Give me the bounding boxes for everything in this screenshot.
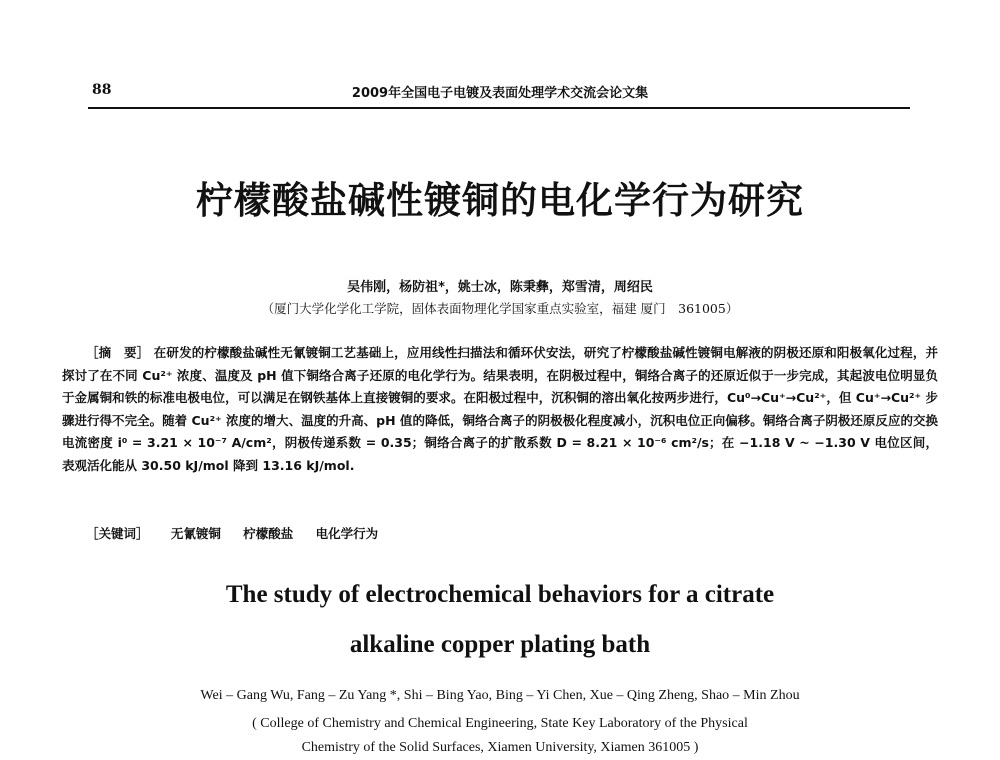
affiliation-en-line: Chemistry of the Solid Surfaces, Xiamen University, Xiamen 361005 ) bbox=[301, 740, 699, 755]
affiliation-cn: （厦门大学化学化工学院，固体表面物理化学国家重点实验室，福建 厦门 361005） bbox=[261, 301, 739, 316]
running-header: 2009年全国电子电镀及表面处理学术交流会论文集 bbox=[351, 86, 649, 101]
paper-title-cn: 柠檬酸盐碱性镀铜的电化学行为研究 bbox=[196, 178, 804, 222]
affiliation-en bbox=[0, 712, 1000, 760]
keywords-label: ［关键词］ bbox=[86, 526, 149, 541]
title-en-line: alkaline copper plating bath bbox=[349, 631, 651, 658]
authors-en: Wei – Gang Wu, Fang – Zu Yang *, Shi – Bing Yao, Bing – Yi Chen, Xue – Qing Zheng, Shao – Min Zhou bbox=[200, 688, 800, 703]
abstract-text: 在研发的柠檬酸盐碱性无氰镀铜工艺基础上，应用线性扫描法和循环伏安法，研究了柠檬酸盐碱性镀铜电解液的阴极还原和阳极氧化过程，并探讨了在不同 Cu²⁺ 浓度、温度及 pH 值下铜络合离子还原的电化学行为。结果表明，在阴极过程中，铜络合离子的还原近似于一步完成，其起波电位明显负于金属铜和铁的标准电极电位，可以满足在钢铁基体上直接镀铜的要求。在阳极过程中，沉积铜的溶出氧化按两步进行，Cu⁰→Cu⁺→Cu²⁺，但 Cu⁺→Cu²⁺ 步骤进行得不完全。随着 Cu²⁺ 浓度的增大、温度的升高、pH 值的降低，铜络合离子的阴极极化程度减小，沉积电位正向偏移。铜络合离子阴极还原反应的交换电流密度 i⁰ = 3.21 × 10⁻⁷ A/cm²，阴极传递系数 = 0.35；铜络合离子的扩散系数 D = 8.21 × 10⁻⁶ cm²/s；在 −1.18 V ~ −1.30 V 电位区间，表观活化能从 30.50 kJ/mol 降到 13.16 kJ/mol. bbox=[62, 345, 938, 473]
keyword: 柠檬酸盐 bbox=[243, 526, 294, 541]
keyword: 电化学行为 bbox=[315, 526, 379, 541]
keywords bbox=[86, 524, 396, 542]
affiliation-en-line: ( College of Chemistry and Chemical Engineering, State Key Laboratory of the Physical bbox=[252, 716, 748, 731]
paper-title-en bbox=[0, 570, 1000, 670]
page-number: 88 bbox=[92, 82, 112, 98]
authors-cn: 吴伟刚，杨防祖*，姚士冰，陈秉彝，郑雪清，周绍民 bbox=[347, 280, 653, 295]
title-en-line: The study of electrochemical behaviors for a citrate bbox=[225, 581, 775, 608]
keyword: 无氰镀铜 bbox=[170, 526, 221, 541]
abstract-label: ［摘 要］ bbox=[86, 345, 150, 360]
header-rule bbox=[88, 107, 910, 109]
abstract bbox=[62, 342, 938, 477]
